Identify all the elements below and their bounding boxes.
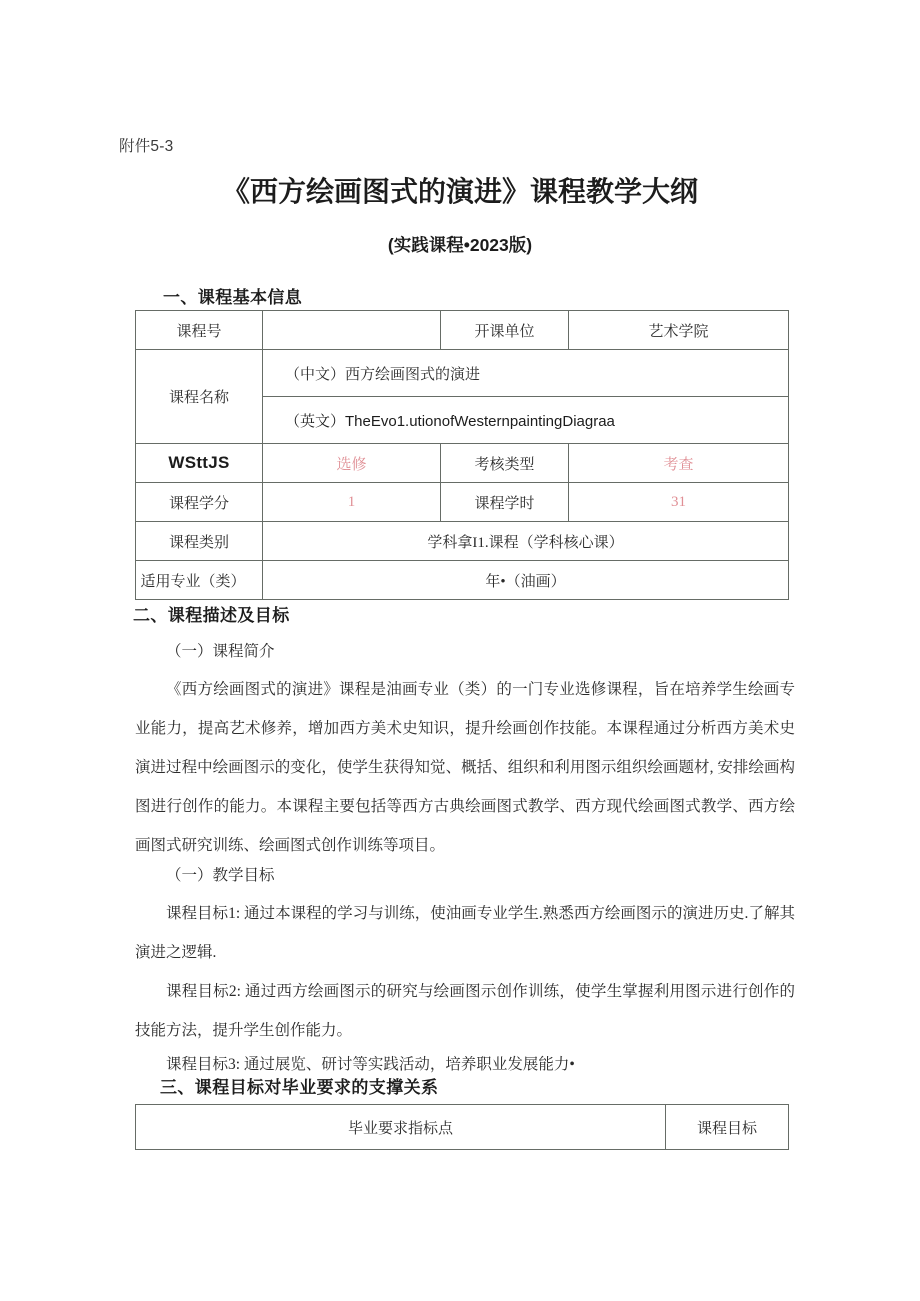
objective-1: 课程目标1: 通过本课程的学习与训练，使油画专业学生.熟悉西方绘画图示的演进历史.了解其演进之逻辑. bbox=[135, 905, 795, 961]
hours-value: 31 bbox=[569, 483, 789, 522]
department-label: 开课单位 bbox=[441, 311, 569, 350]
table-row bbox=[136, 1105, 789, 1150]
course-basic-info-table bbox=[135, 310, 789, 600]
assessment-type-value: 考查 bbox=[569, 444, 789, 483]
objective-3: 课程目标3: 通过展览、研讨等实践活动，培养职业发展能力• bbox=[166, 1056, 575, 1073]
page-title: 《西方绘画图式的演进》课程教学大纲 bbox=[221, 176, 698, 207]
credit-label: 课程学分 bbox=[136, 483, 263, 522]
assessment-type-label: 考核类型 bbox=[441, 444, 569, 483]
table-row bbox=[136, 350, 789, 397]
course-property-value: 选修 bbox=[263, 444, 441, 483]
table-row bbox=[136, 522, 789, 561]
objective-2: 课程目标2: 通过西方绘画图示的研究与绘画图示创作训练，使学生掌握利用图示进行创作的技能方法，提升学生创作能力。 bbox=[135, 983, 795, 1039]
hours-label: 课程学时 bbox=[441, 483, 569, 522]
table-row bbox=[136, 483, 789, 522]
category-value: 学科拿I1.课程（学科核心课） bbox=[263, 522, 789, 561]
page-subtitle: (实践课程•2023版) bbox=[387, 235, 533, 255]
column-header-objective: 课程目标 bbox=[666, 1105, 789, 1150]
table-row bbox=[136, 444, 789, 483]
attachment-label: 附件5-3 bbox=[119, 138, 174, 155]
subsection-heading-course-intro: （一）课程简介 bbox=[166, 643, 275, 660]
major-label-text: 适用专业（类） bbox=[140, 573, 246, 590]
course-no-value[interactable] bbox=[263, 311, 441, 350]
section-heading-description: 二、课程描述及目标 bbox=[133, 606, 290, 625]
department-value: 艺术学院 bbox=[569, 311, 789, 350]
section-heading-support-relation: 三、课程目标对毕业要求的支撑关系 bbox=[160, 1078, 439, 1097]
course-name-en: （英文）TheEvo1.utionofWesternpaintingDiagraa bbox=[263, 397, 789, 444]
credit-value: 1 bbox=[263, 483, 441, 522]
graduation-support-table bbox=[135, 1104, 789, 1150]
table-row bbox=[136, 561, 789, 600]
subsection-heading-teaching-objectives: （一）教学目标 bbox=[166, 867, 275, 884]
course-no-label: 课程号 bbox=[136, 311, 263, 350]
category-label: 课程类别 bbox=[136, 522, 263, 561]
column-header-requirement: 毕业要求指标点 bbox=[136, 1105, 666, 1150]
course-intro-paragraph: 《西方绘画图式的演进》课程是油画专业（类）的一门专业选修课程，旨在培养学生绘画专业能力，提高艺术修养，增加西方美术史知识，提升绘画创作技能。本课程通过分析西方美术史演进过程中绘画图示的变化，使学生获得知觉、概括、组织和利用图示组织绘画题材, 安排绘画构图进行创作的能力。本课程主要包括等西方古典绘画图式教学、西方现代绘画图式教学、西方绘画图式研究训练、绘画图式创作训练等项目。 bbox=[135, 681, 795, 854]
section-heading-basic-info: 一、课程基本信息 bbox=[163, 288, 303, 307]
course-name-cn: （中文）西方绘画图式的演进 bbox=[263, 350, 789, 397]
major-label bbox=[136, 561, 263, 600]
course-property-label: WSttJS bbox=[136, 444, 263, 483]
table-row bbox=[136, 311, 789, 350]
course-name-label: 课程名称 bbox=[136, 350, 263, 444]
major-value: 年•（油画） bbox=[263, 561, 789, 600]
